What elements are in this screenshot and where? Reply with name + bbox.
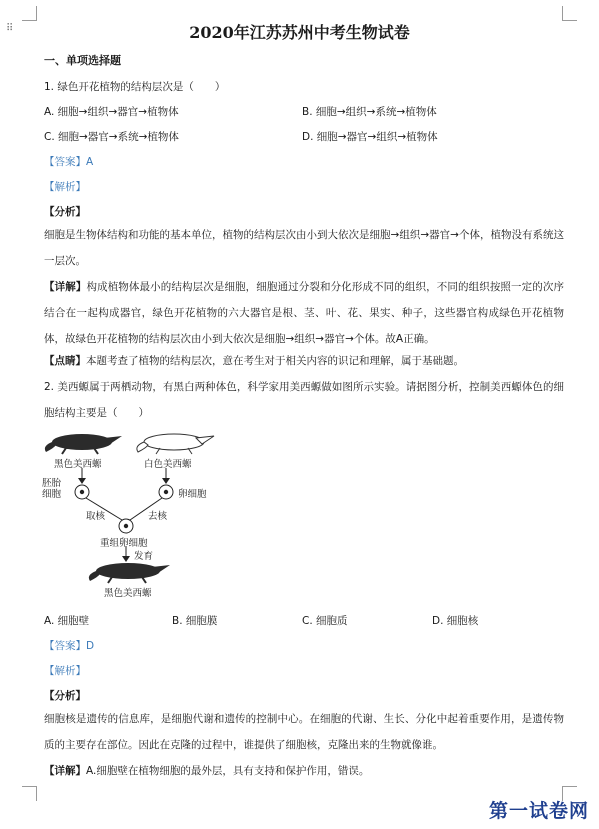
comment-text: 本题考查了植物的结构层次，意在考生对于相关内容的识记和理解，属于基础题。 [86, 355, 464, 367]
egg-cell-icon [159, 485, 173, 499]
detail-tag: 【详解】 [44, 765, 86, 777]
page-title: 2020年江苏苏州中考生物试卷 [189, 23, 410, 42]
white-axolotl-icon [137, 434, 214, 454]
label-take-nucleus: 取核 [86, 511, 106, 522]
label-egg-cell: 卵细胞 [178, 489, 207, 500]
q1-answer [44, 154, 93, 169]
site-watermark: 第一试卷网 [488, 800, 589, 822]
q1-option-b: B. 细胞→组织→系统→植物体 [302, 106, 437, 118]
reconstructed-egg-icon [119, 519, 133, 533]
label-develop: 发育 [134, 551, 154, 562]
q2-fenxi-tag: 【分析】 [44, 690, 86, 702]
q1-fenxi-tag: 【分析】 [44, 206, 86, 218]
q1-comment [44, 348, 564, 374]
section-heading: 一、单项选择题 [44, 54, 121, 67]
embryo-cell-icon [75, 485, 89, 499]
label-result-axolotl: 黑色美西螈 [104, 588, 152, 599]
answer-value: A [86, 156, 94, 168]
crop-mark-bottom-left [22, 786, 37, 801]
q2-option-a: A. 细胞壁 [44, 615, 90, 627]
q2-option-d: D. 细胞核 [432, 615, 479, 627]
q2-analysis-tag: 【解析】 [44, 665, 86, 677]
q2-option-c: C. 细胞质 [302, 615, 348, 627]
q1-stem: 1. 绿色开花植物的结构层次是（ ） [44, 81, 226, 93]
answer-tag: 【答案】 [44, 640, 86, 652]
answer-tag: 【答案】 [44, 156, 86, 168]
label-reconstructed-egg: 重组卵细胞 [100, 538, 148, 549]
label-embryo-cell: 胚胎细胞 [42, 478, 62, 500]
result-axolotl-icon [89, 563, 170, 583]
q2-answer [44, 638, 94, 653]
drag-handle-icon[interactable]: ⠿ [6, 23, 15, 34]
q2-stem: 2. 美西螈属于两栖动物，有黑白两种体色，科学家用美西螈做如图所示实验。请据图分析，控制美西螈体色的细胞结构主要是（ ） [44, 381, 564, 419]
q1-option-d: D. 细胞→器官→组织→植物体 [302, 131, 438, 143]
answer-value: D [86, 640, 95, 652]
black-axolotl-icon [45, 434, 122, 454]
q1-detail [44, 274, 564, 352]
q1-fenxi-text: 细胞是生物体结构和功能的基本单位，植物的结构层次由小到大依次是细胞→组织→器官→个体，植物没有系统这一层次。 [44, 229, 564, 267]
label-black-axolotl: 黑色美西螈 [54, 459, 102, 470]
crop-mark-top-right [562, 6, 577, 21]
label-remove-nucleus: 去核 [148, 511, 168, 522]
q1-option-a: A. 细胞→组织→器官→植物体 [44, 106, 179, 118]
cloning-diagram [44, 428, 229, 608]
detail-text: 构成植物体最小的结构层次是细胞，细胞通过分裂和分化形成不同的组织，不同的组织按照一定的次序结合在一起构成器官，绿色开花植物的六大器官是根、茎、叶、花、果实、种子，这些器官构成绿色开花植物体，故绿色开花植物的结构层次由小到大依次是细胞→组织→器官→个体。故A正确。 [44, 281, 565, 345]
detail-tag: 【详解】 [44, 281, 87, 293]
cloning-diagram-svg [44, 428, 229, 608]
detail-text: A.细胞壁在植物细胞的最外层，具有支持和保护作用，错误。 [86, 765, 370, 777]
q2-detail [44, 758, 564, 784]
q2-option-b: B. 细胞膜 [172, 615, 218, 627]
q1-option-c: C. 细胞→器官→系统→植物体 [44, 131, 179, 143]
comment-tag: 【点睛】 [44, 355, 86, 367]
q2-fenxi-text: 细胞核是遗传的信息库，是细胞代谢和遗传的控制中心。在细胞的代谢、生长、分化中起着重要作用，是遗传物质的主要存在部位。因此在克隆的过程中，谁提供了细胞核，克隆出来的生物就像谁。 [44, 713, 564, 751]
q1-analysis-tag: 【解析】 [44, 181, 86, 193]
label-white-axolotl: 白色美西螈 [144, 459, 192, 470]
crop-mark-top-left [22, 6, 37, 21]
